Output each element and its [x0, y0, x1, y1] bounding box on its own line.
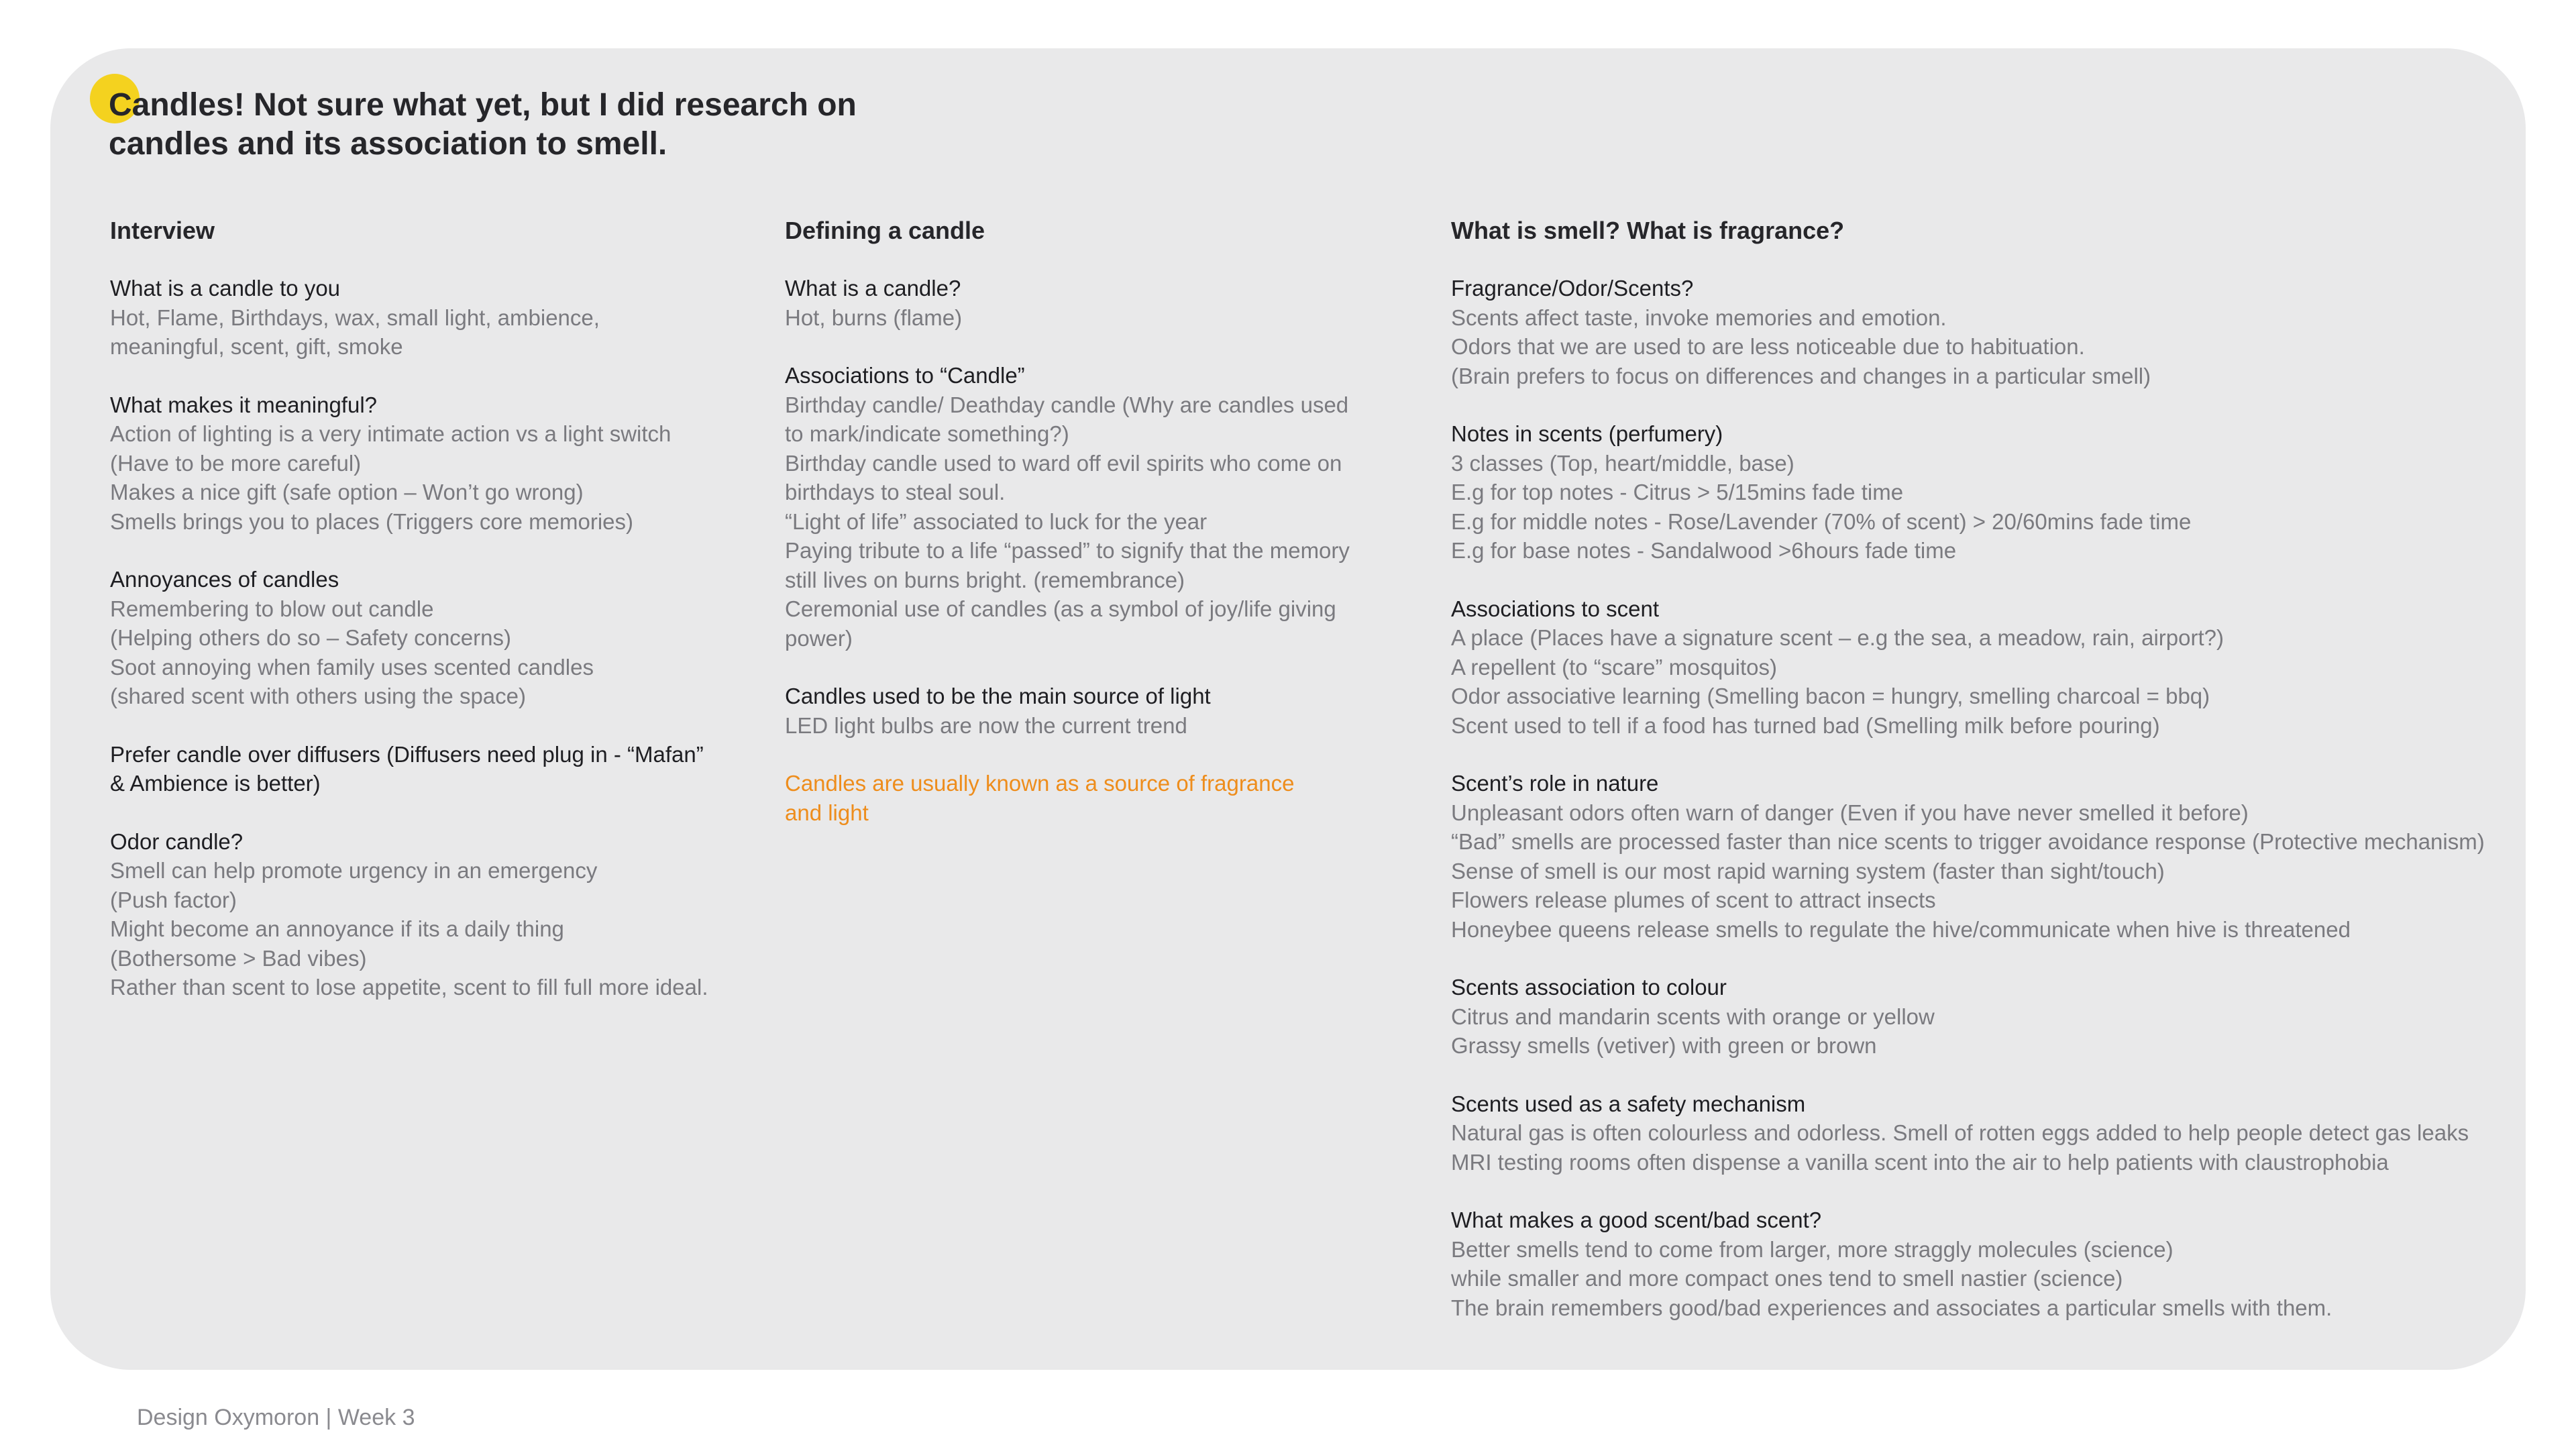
section-title: Prefer candle over diffusers (Diffusers need plug in - “Mafan” [110, 741, 704, 767]
section-text-line: Scent used to tell if a food has turned bad (Smelling milk before pouring) [1451, 712, 2160, 738]
section-text-line: (Push factor) [110, 887, 237, 912]
section-title: Notes in scents (perfumery) [1451, 421, 1723, 446]
section-text-line: Odors that we are used to are less noticeable due to habituation. [1451, 334, 2085, 359]
section-text-line: Rather than scent to lose appetite, scent to fill full more ideal. [110, 975, 708, 1000]
section-text-line: LED light bulbs are now the current trend [785, 712, 1187, 738]
section-text-line: Soot annoying when family uses scented candles [110, 654, 594, 680]
section-text-line: meaningful, scent, gift, smoke [110, 334, 403, 359]
section [785, 274, 1389, 332]
section-text-line: “Bad” smells are processed faster than nice scents to trigger avoidance response (Protective mechanism) [1451, 829, 2485, 854]
section-title: Fragrance/Odor/Scents? [1451, 276, 1694, 301]
section-text-line: Scents affect taste, invoke memories and emotion. [1451, 305, 1947, 330]
section-text-line: Smell can help promote urgency in an emergency [110, 858, 598, 883]
section-text-line: Might become an annoyance if its a daily thing [110, 916, 564, 941]
section-title: What makes a good scent/bad scent? [1451, 1208, 1822, 1232]
section-text-line: E.g for middle notes - Rose/Lavender (70% of scent) > 20/60mins fade time [1451, 508, 2192, 534]
section-title: Odor candle? [110, 828, 244, 854]
section-text-line: The brain remembers good/bad experiences and associates a particular smells with them. [1451, 1295, 2332, 1320]
section-text-line: A repellent (to “scare” mosquitos) [1451, 654, 1778, 680]
section-text-line: Honeybee queens release smells to regulate the hive/communicate when hive is threatened [1451, 916, 2351, 942]
section-text-line: E.g for top notes - Citrus > 5/15mins fade time [1451, 480, 1904, 504]
section-text-line: Smells brings you to places (Triggers core memories) [110, 508, 634, 534]
section-text-line: Makes a nice gift (safe option – Won’t go wrong) [110, 480, 584, 504]
section-title: Scent’s role in nature [1451, 771, 1659, 796]
section-title-continued: & Ambience is better) [110, 771, 321, 796]
section-text-line: (Have to be more careful) [110, 450, 362, 476]
column-heading: Defining a candle [785, 217, 985, 244]
section-title: What makes it meaningful? [110, 392, 378, 417]
section [110, 740, 754, 798]
section-text-line: E.g for base notes - Sandalwood >6hours fade time [1451, 538, 1957, 563]
section-text-line: Paying tribute to a life “passed” to signify that the memory [785, 538, 1350, 563]
section-text-line: A place (Places have a signature scent – e.g the sea, a meadow, rain, airport?) [1451, 625, 2224, 650]
section-text-line: Unpleasant odors often warn of danger (Even if you have never smelled it before) [1451, 800, 2249, 825]
section-text-line: Hot, burns (flame) [785, 305, 963, 330]
section [1451, 594, 2551, 741]
section-text-line: Sense of smell is our most rapid warning system (faster than sight/touch) [1451, 858, 2165, 883]
section [110, 274, 754, 362]
section-title: Associations to scent [1451, 596, 1659, 621]
highlight-text-line: and light [785, 800, 869, 825]
section [1451, 769, 2551, 944]
section [110, 565, 754, 711]
section [110, 827, 754, 1002]
section [1451, 419, 2551, 566]
section-text-line: Grassy smells (vetiver) with green or brown [1451, 1033, 1877, 1058]
section-title: Scents association to colour [1451, 975, 1727, 1000]
section-text-line: power) [785, 625, 853, 651]
footer-label: Design Oxymoron | Week 3 [137, 1405, 415, 1430]
section [1451, 973, 2551, 1061]
page-title [109, 86, 1048, 164]
section-title: Scents used as a safety mechanism [1451, 1091, 1806, 1116]
page-title-line-1: Candles! Not sure what yet, but I did research on [109, 87, 857, 123]
section-text-line: birthdays to steal soul. [785, 480, 1006, 504]
section-text-line: still lives on burns bright. (remembrance) [785, 567, 1185, 592]
section-text-line: (shared scent with others using the space) [110, 684, 526, 708]
section-text-line: Citrus and mandarin scents with orange or yellow [1451, 1004, 1935, 1029]
section-text-line: Birthday candle used to ward off evil spirits who come on [785, 450, 1342, 476]
section-text-line: 3 classes (Top, heart/middle, base) [1451, 450, 1794, 476]
section-title: Annoyances of candles [110, 567, 339, 592]
column-heading: Interview [110, 217, 215, 244]
highlight-note [785, 769, 1389, 827]
section-text-line: Action of lighting is a very intimate action vs a light switch [110, 421, 672, 446]
section-text-line: Better smells tend to come from larger, more straggly molecules (science) [1451, 1236, 2174, 1262]
section-title: What is a candle to you [110, 276, 341, 301]
column-smell-and-fragrance [1451, 216, 2551, 1351]
section-text-line: MRI testing rooms often dispense a vanilla scent into the air to help patients with claustrophobia [1451, 1149, 2389, 1175]
column-interview [110, 216, 754, 1031]
section-text-line: Birthday candle/ Deathday candle (Why are candles used [785, 392, 1349, 417]
section-title: What is a candle? [785, 276, 961, 301]
section-text-line: (Helping others do so – Safety concerns) [110, 625, 511, 650]
page-title-line-2: candles and its association to smell. [109, 126, 667, 162]
section-text-line: Flowers release plumes of scent to attract insects [1451, 888, 1936, 912]
section [1451, 1089, 2551, 1177]
section-text-line: Odor associative learning (Smelling bacon = hungry, smelling charcoal = bbq) [1451, 684, 2210, 708]
section [110, 390, 754, 537]
section-text-line: “Light of life” associated to luck for the year [785, 508, 1208, 534]
section-text-line: (Bothersome > Bad vibes) [110, 945, 367, 971]
section-title: Candles used to be the main source of light [785, 684, 1211, 708]
highlight-text-line: Candles are usually known as a source of fragrance [785, 771, 1295, 796]
column-defining-a-candle [785, 216, 1389, 856]
section-text-line: Ceremonial use of candles (as a symbol of joy/life giving [785, 596, 1336, 621]
section-text-line: Remembering to blow out candle [110, 596, 434, 621]
section [1451, 1205, 2551, 1322]
section-text-line: Hot, Flame, Birthdays, wax, small light, ambience, [110, 305, 600, 330]
section [785, 682, 1389, 740]
section [1451, 274, 2551, 390]
section-text-line: Natural gas is often colourless and odorless. Smell of rotten eggs added to help people detect gas leaks [1451, 1120, 2469, 1145]
section-text-line: (Brain prefers to focus on differences and changes in a particular smell) [1451, 363, 2151, 388]
section [785, 361, 1389, 653]
section-text-line: while smaller and more compact ones tend to smell nastier (science) [1451, 1266, 2123, 1291]
section-title: Associations to “Candle” [785, 363, 1025, 388]
column-heading: What is smell? What is fragrance? [1451, 217, 1845, 244]
section-text-line: to mark/indicate something?) [785, 421, 1069, 446]
